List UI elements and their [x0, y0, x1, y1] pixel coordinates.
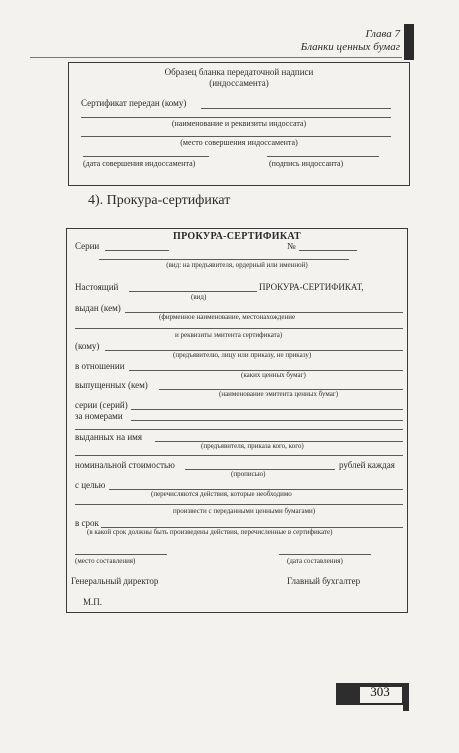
section-heading: 4). Прокура-сертификат: [88, 193, 231, 208]
signature-line[interactable]: [267, 156, 379, 157]
date-of-issue-line[interactable]: [279, 554, 371, 555]
date-of-issue-caption: (дата составления): [287, 557, 343, 565]
actions-caption-1: (перечисляются действия, которые необходимо: [151, 490, 292, 498]
date-caption: (дата совершения индоссамента): [83, 159, 196, 168]
transferred-to-label: Сертификат передан (кому): [81, 98, 187, 108]
place-line[interactable]: [81, 136, 391, 137]
transferred-to-line[interactable]: [201, 108, 391, 109]
chapter-title: Бланки ценных бумаг: [300, 41, 400, 53]
endorsement-subtitle: (индоссамента): [209, 78, 269, 88]
certificate-form: [66, 228, 408, 613]
series-line[interactable]: [105, 250, 169, 251]
present-tail: ПРОКУРА-СЕРТИФИКАТ,: [259, 282, 364, 292]
place-of-issue-line[interactable]: [75, 554, 167, 555]
issuer-name-caption: (наименование эмитента ценных бумаг): [219, 390, 339, 398]
number-line[interactable]: [299, 250, 357, 251]
endorsement-form: [68, 62, 410, 186]
issued-label: выпущенных (кем): [75, 380, 148, 390]
certificate-title: ПРОКУРА-СЕРТИФИКАТ: [173, 231, 301, 242]
series-plural-line[interactable]: [131, 409, 403, 410]
director-label: Генеральный директор: [71, 576, 159, 586]
which-securities-caption: (каких ценных бумаг): [241, 371, 306, 379]
numbers-line[interactable]: [131, 420, 403, 421]
header-thumb-tab: [404, 24, 414, 60]
numbers-line-2[interactable]: [75, 429, 403, 430]
chapter-label: Глава 7: [365, 28, 400, 40]
endorsement-title: Образец бланка передаточной надписи: [164, 67, 314, 77]
series-label: Серии: [75, 241, 100, 251]
accountant-label: Главный бухгалтер: [287, 576, 361, 586]
in-words-caption: (прописью): [231, 470, 266, 478]
series-plural-label: серии (серий): [75, 400, 128, 410]
numbers-label: за номерами: [75, 411, 123, 421]
bearer-line-2[interactable]: [75, 455, 403, 456]
kind-caption: (вид): [191, 293, 207, 301]
issuer-caption-1: (фирменное наименование, местонахождение: [159, 313, 296, 321]
kind-line[interactable]: [129, 291, 257, 292]
term-caption: (в какой срок должны быть произведены действия, перечисленные в сертификате): [87, 528, 333, 536]
type-line[interactable]: [99, 259, 349, 260]
term-label: в срок: [75, 518, 99, 528]
to-whom-caption: (предъявителю, лицу или приказу, не приказу): [173, 351, 312, 359]
type-caption: (вид: на предъявителя, ордерный или именной): [166, 261, 308, 269]
signature-caption: (подпись индоссанта): [269, 159, 344, 168]
endorsee-line[interactable]: [81, 117, 391, 118]
bearer-caption: (предъявителя, приказа кого, кого): [201, 442, 304, 450]
regarding-label: в отношении: [75, 361, 125, 371]
actions-caption-2: произвести с переданными ценными бумагами): [173, 507, 316, 515]
date-line[interactable]: [83, 156, 209, 157]
issued-name-label: выданных на имя: [75, 432, 143, 442]
issuer-line-2[interactable]: [75, 328, 403, 329]
issuer-caption-2: и реквизиты эмитента сертификата): [175, 331, 283, 339]
place-of-issue-caption: (место составления): [75, 557, 136, 565]
number-label: №: [287, 241, 296, 251]
purpose-line-2[interactable]: [75, 504, 403, 505]
place-caption: (место совершения индоссамента): [180, 138, 298, 147]
present-label: Настоящий: [75, 282, 119, 292]
endorsee-caption: (наименование и реквизиты индоссата): [171, 119, 307, 128]
seal-label: М.П.: [83, 597, 103, 607]
issued-by-label: выдан (кем): [75, 303, 121, 313]
rubles-each: рублей каждая: [339, 460, 395, 470]
page-number: 303: [370, 684, 390, 699]
nominal-label: номинальной стоимостью: [75, 460, 175, 470]
purpose-label: с целью: [75, 480, 106, 490]
to-whom-label: (кому): [75, 341, 100, 351]
header-rule: [30, 57, 402, 58]
